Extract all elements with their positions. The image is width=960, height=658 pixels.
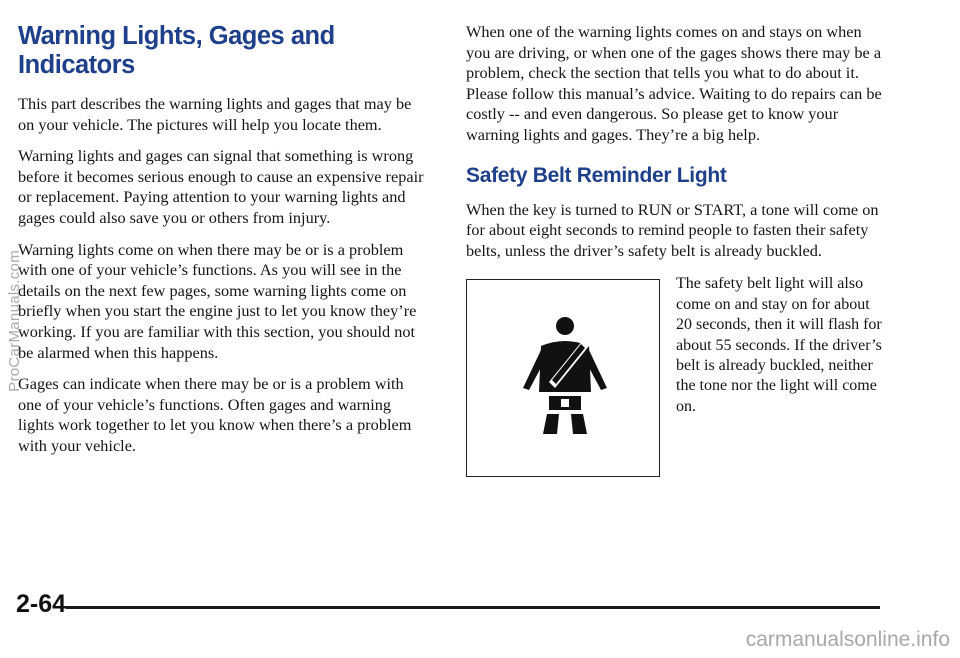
page-title: Warning Lights, Gages and Indicators — [18, 22, 335, 79]
warning-lights-function-paragraph: Warning lights come on when there may be or is a problem with one of your vehicle’s functions. As you will see in the details on the next few pages, some warning lights come on briefly when you start the engine just to let you know they’re working. If you are familiar with this section, you should not be alarmed when this happens. — [18, 239, 417, 362]
safety-belt-light-paragraph: The safety belt light will also come on and stay on for about 20 seconds, then it will flash for about 55 seconds. If the driver’s belt is already buckled, neither the tone nor the light will come on. — [676, 275, 882, 415]
safety-belt-figure-row — [466, 275, 886, 479]
safety-belt-figure — [466, 279, 660, 477]
horizontal-watermark[interactable]: carmanualsonline.info — [745, 628, 950, 651]
safety-belt-paragraph: When the key is turned to RUN or START, a tone will come on for about eight seconds to remind people to fasten their safety belts, unless the driver’s safety belt is already buckled. — [466, 199, 879, 260]
warning-lights-paragraph: Warning lights and gages can signal that something is wrong before it becomes serious enough to cause an expensive repair or replacement. Paying attention to your warning lights and gages could also save you or others from injury. — [18, 146, 424, 227]
intro-paragraph: This part describes the warning lights and gages that may be on your vehicle. The pictures will help you locate them. — [18, 94, 412, 134]
footer-rule — [66, 606, 880, 609]
left-column — [18, 22, 426, 468]
figure-caption-column — [676, 274, 888, 428]
page-number: 2-64 — [16, 590, 67, 618]
gages-paragraph: Gages can indicate when there may be or is a problem with one of your vehicle’s functions. Often gages and warning lights work together to let you know when there’s a problem with your vehicle. — [18, 374, 412, 455]
section-title: Safety Belt Reminder Light — [466, 163, 727, 187]
seatbelt-icon — [519, 316, 609, 434]
vertical-watermark: ProCarManuals.com — [6, 250, 23, 392]
right-column — [466, 22, 886, 479]
advice-paragraph: When one of the warning lights comes on and stays on when you are driving, or when one of the gages shows there may be a problem, check the section that tells you what to do about it. Please follow this manual’s advice. Waiting to do repairs can be costly -- and even dangerous. So please get to know your warning lights and gages. They’re a big help. — [466, 22, 882, 144]
